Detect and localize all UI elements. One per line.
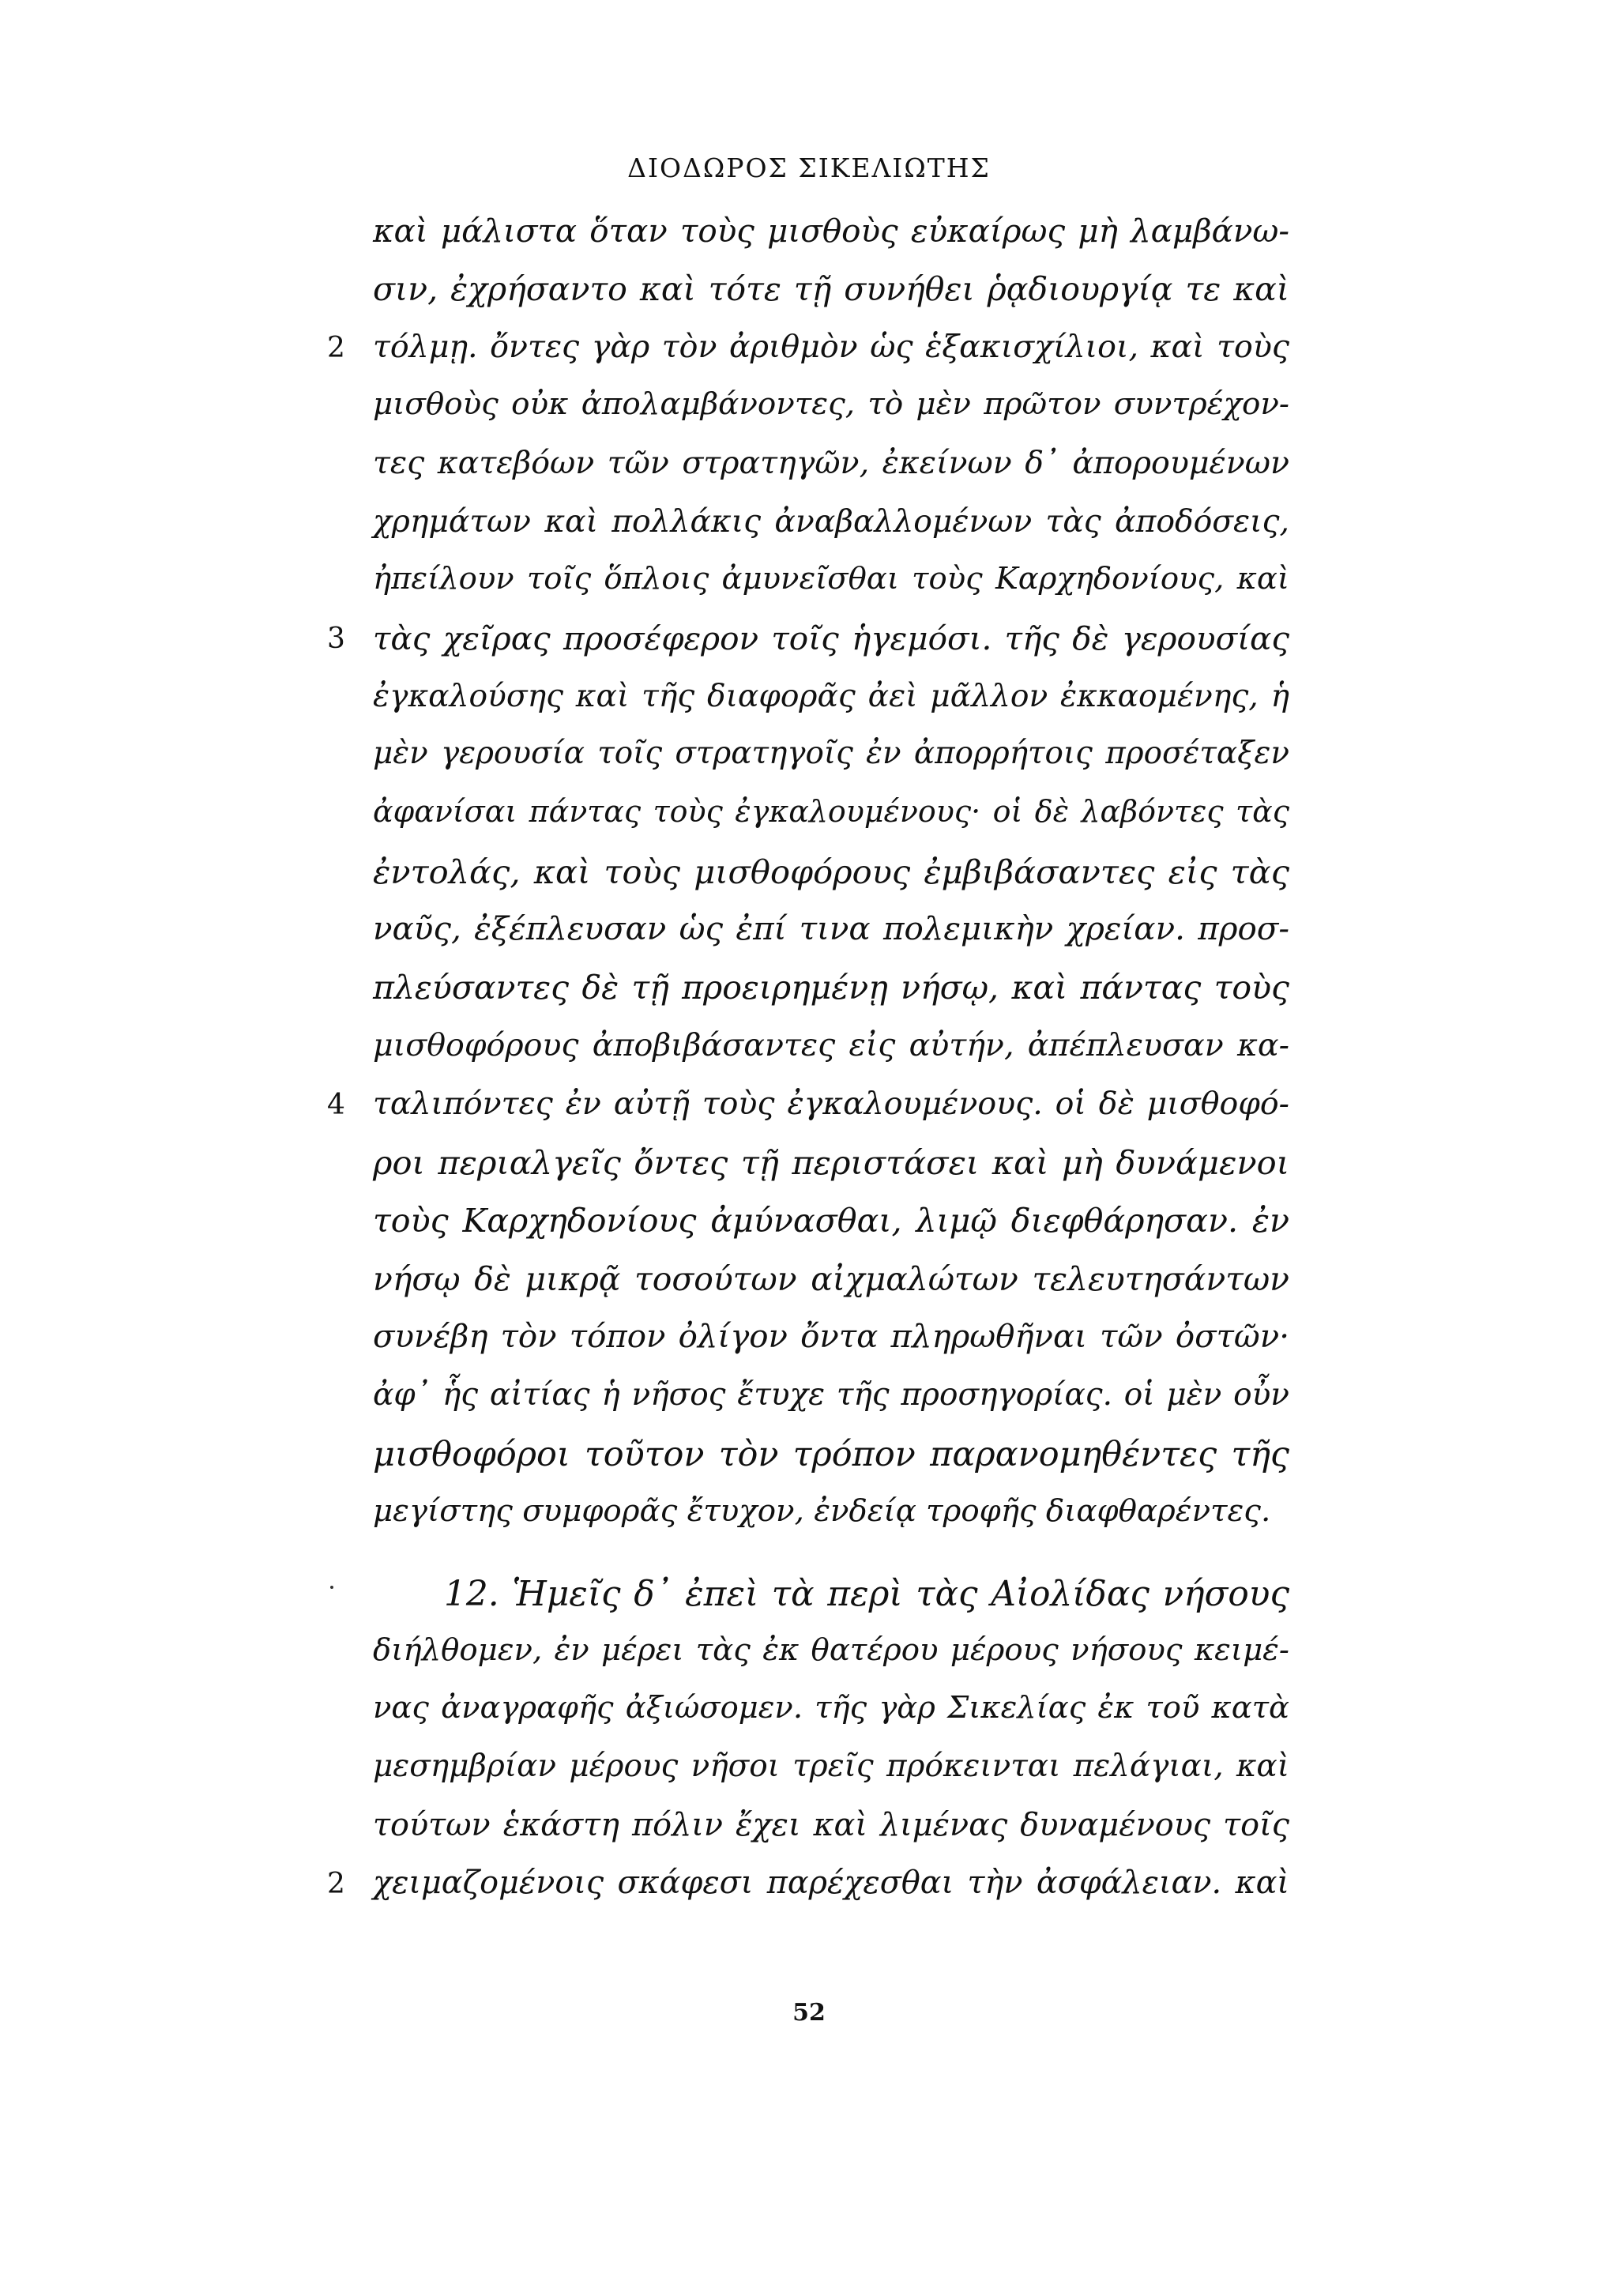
text-line: μεσημβρίαν μέρους νῆσοι τρεῖς πρόκεινται πελάγιαι, καὶ — [373, 1748, 1289, 1784]
text-line: διήλθομεν, ἐν μέρει τὰς ἐκ θατέρου μέρους νήσους κειμέ- — [373, 1632, 1289, 1668]
text-line: τὰς χεῖρας προσέφερον τοῖς ἡγεμόσι. τῆς δὲ γερουσίας — [373, 619, 1289, 657]
text-line: συνέβη τὸν τόπον ὀλίγον ὄντα πληρωθῆναι τῶν ὀστῶν· — [373, 1319, 1289, 1355]
scan-speck — [330, 1586, 333, 1589]
text-line: χειμαζομένοις σκάφεσι παρέχεσθαι τὴν ἀσφάλειαν. καὶ — [373, 1865, 1289, 1901]
section-number: 3 — [327, 623, 345, 655]
page-number: 52 — [792, 1999, 826, 2027]
text-line: σιν, ἐχρήσαντο καὶ τότε τῇ συνήθει ῥᾳδιουργίᾳ τε καὶ — [373, 270, 1289, 308]
text-line: μισθοὺς οὐκ ἀπολαμβάνοντες, τὸ μὲν πρῶτον συντρέχον- — [373, 386, 1289, 422]
text-line: μισθοφόροι τοῦτον τὸν τρόπον παρανομηθέντες τῆς — [373, 1435, 1289, 1474]
text-line: νήσῳ δὲ μικρᾷ τοσούτων αἰχμαλώτων τελευτησάντων — [373, 1260, 1289, 1298]
text-line: μισθοφόρους ἀποβιβάσαντες εἰς αὐτήν, ἀπέπλευσαν κα- — [373, 1027, 1289, 1063]
text-line: μεγίστης συμφορᾶς ἔτυχον, ἐνδείᾳ τροφῆς διαφθαρέντες. — [373, 1493, 1271, 1529]
section-number: 2 — [327, 332, 345, 364]
text-line: χρημάτων καὶ πολλάκις ἀναβαλλομένων τὰς ἀποδόσεις, — [373, 504, 1289, 540]
text-line: ταλιπόντες ἐν αὐτῇ τοὺς ἐγκαλουμένους. οἱ δὲ μισθοφό- — [373, 1086, 1289, 1122]
text-line: καὶ μάλιστα ὅταν τοὺς μισθοὺς εὐκαίρως μὴ λαμβάνω- — [373, 212, 1289, 250]
text-line: πλεύσαντες δὲ τῇ προειρημένῃ νήσῳ, καὶ πάντας τοὺς — [373, 969, 1289, 1007]
text-line: ἐντολάς, καὶ τοὺς μισθοφόρους ἐμβιβάσαντες εἰς τὰς — [373, 853, 1289, 891]
text-line: τοὺς Καρχηδονίους ἀμύνασθαι, λιμῷ διεφθάρησαν. ἐν — [373, 1202, 1289, 1240]
section-number: 4 — [327, 1089, 345, 1121]
text-line: ἠπείλουν τοῖς ὅπλοις ἀμυνεῖσθαι τοὺς Καρχηδονίους, καὶ — [373, 561, 1289, 597]
text-line: τες κατεβόων τῶν στρατηγῶν, ἐκείνων δ᾽ ἀπορουμένων — [373, 445, 1289, 481]
text-line: νας ἀναγραφῆς ἀξιώσομεν. τῆς γὰρ Σικελίας ἐκ τοῦ κατὰ — [373, 1690, 1289, 1726]
text-line: ροι περιαλγεῖς ὄντες τῇ περιστάσει καὶ μὴ δυνάμενοι — [373, 1143, 1289, 1182]
text-line: μὲν γερουσία τοῖς στρατηγοῖς ἐν ἀπορρήτοις προσέταξεν — [373, 736, 1289, 771]
text-line: 12. Ἡμεῖς δ᾽ ἐπεὶ τὰ περὶ τὰς Αἰολίδας νήσους — [444, 1574, 1289, 1614]
text-line: ναῦς, ἐξέπλευσαν ὡς ἐπί τινα πολεμικὴν χρείαν. προσ- — [373, 910, 1289, 947]
running-head: ΔΙΟΔΩΡΟΣ ΣΙΚΕΛΙΩΤΗΣ — [627, 152, 991, 183]
text-line: τόλμῃ. ὄντες γὰρ τὸν ἀριθμὸν ὡς ἑξακισχίλιοι, καὶ τοὺς — [373, 329, 1289, 365]
text-line: ἀφανίσαι πάντας τοὺς ἐγκαλουμένους· οἱ δὲ λαβόντες τὰς — [373, 794, 1289, 829]
text-line: τούτων ἑκάστη πόλιν ἔχει καὶ λιμένας δυναμένους τοῖς — [373, 1807, 1289, 1843]
text-line: ἐγκαλούσης καὶ τῆς διαφορᾶς ἀεὶ μᾶλλον ἐκκαομένης, ἡ — [373, 679, 1289, 714]
text-line: ἀφ᾽ ἧς αἰτίας ἡ νῆσος ἔτυχε τῆς προσηγορίας. οἱ μὲν οὖν — [373, 1377, 1289, 1413]
section-number: 2 — [327, 1868, 345, 1900]
